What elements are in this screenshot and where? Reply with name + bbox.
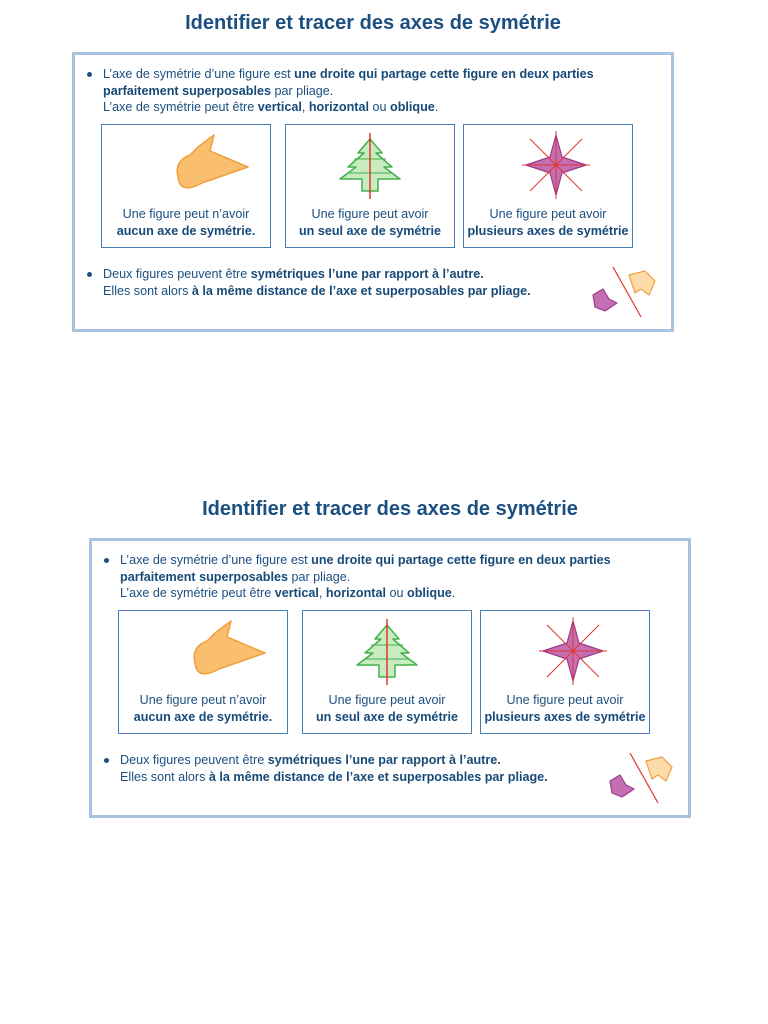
card-caption: Une figure peut avoir un seul axe de symétrie — [315, 693, 459, 724]
lesson-frame — [72, 52, 674, 332]
bullet-dot-icon — [104, 558, 109, 563]
lesson-frame — [89, 538, 691, 818]
bullet-dot-icon — [104, 758, 109, 763]
card-one-axis — [302, 610, 472, 734]
symmetric-line-1: Deux figures peuvent être symétriques l’une par rapport à l’autre. — [103, 267, 484, 281]
symmetric-line-2: Elles sont alors à la même distance de l’axe et superposables par pliage. — [120, 769, 548, 784]
definition-line-3: L’axe de symétrie peut être vertical, horizontal ou oblique. — [120, 586, 456, 600]
definition-line-2: parfaitement superposables par pliage. — [120, 569, 351, 584]
card-caption: Une figure peut avoir plusieurs axes de symétrie — [467, 207, 629, 238]
bullet-dot-icon — [87, 72, 92, 77]
fir-tree-symmetry-icon — [303, 611, 471, 691]
card-one-axis — [285, 124, 455, 248]
bullet-definition — [104, 552, 611, 602]
star-multiple-axes-icon — [481, 611, 649, 691]
card-caption: Une figure peut n’avoir aucun axe de symétrie. — [116, 207, 256, 238]
card-caption: Une figure peut avoir un seul axe de symétrie — [298, 207, 442, 238]
star-multiple-axes-icon — [464, 125, 632, 205]
irregular-orange-shape-icon — [102, 125, 270, 205]
card-caption: Une figure peut n’avoir aucun axe de symétrie. — [133, 693, 273, 724]
symmetric-pair-icon — [600, 751, 680, 807]
card-multiple-axes — [480, 610, 650, 734]
bullet-dot-icon — [87, 272, 92, 277]
definition-line-2: parfaitement superposables par pliage. — [103, 83, 334, 98]
fir-tree-symmetry-icon — [286, 125, 454, 205]
bullet-symmetric-figures — [87, 266, 531, 299]
bullet-definition — [87, 66, 594, 116]
card-no-axis — [101, 124, 271, 248]
symmetric-line-2: Elles sont alors à la même distance de l’axe et superposables par pliage. — [103, 283, 531, 298]
card-caption: Une figure peut avoir plusieurs axes de symétrie — [484, 693, 646, 724]
page-title: Identifier et tracer des axes de symétrie — [185, 12, 561, 34]
definition-line-1: L’axe de symétrie d’une figure est une droite qui partage cette figure en deux parties — [103, 67, 594, 81]
card-multiple-axes — [463, 124, 633, 248]
page-title: Identifier et tracer des axes de symétrie — [202, 498, 578, 520]
card-no-axis — [118, 610, 288, 734]
irregular-orange-shape-icon — [119, 611, 287, 691]
symmetric-line-1: Deux figures peuvent être symétriques l’une par rapport à l’autre. — [120, 753, 501, 767]
definition-line-3: L’axe de symétrie peut être vertical, horizontal ou oblique. — [103, 100, 439, 114]
definition-line-1: L’axe de symétrie d’une figure est une droite qui partage cette figure en deux parties — [120, 553, 611, 567]
symmetric-pair-icon — [583, 265, 663, 321]
bullet-symmetric-figures — [104, 752, 548, 785]
